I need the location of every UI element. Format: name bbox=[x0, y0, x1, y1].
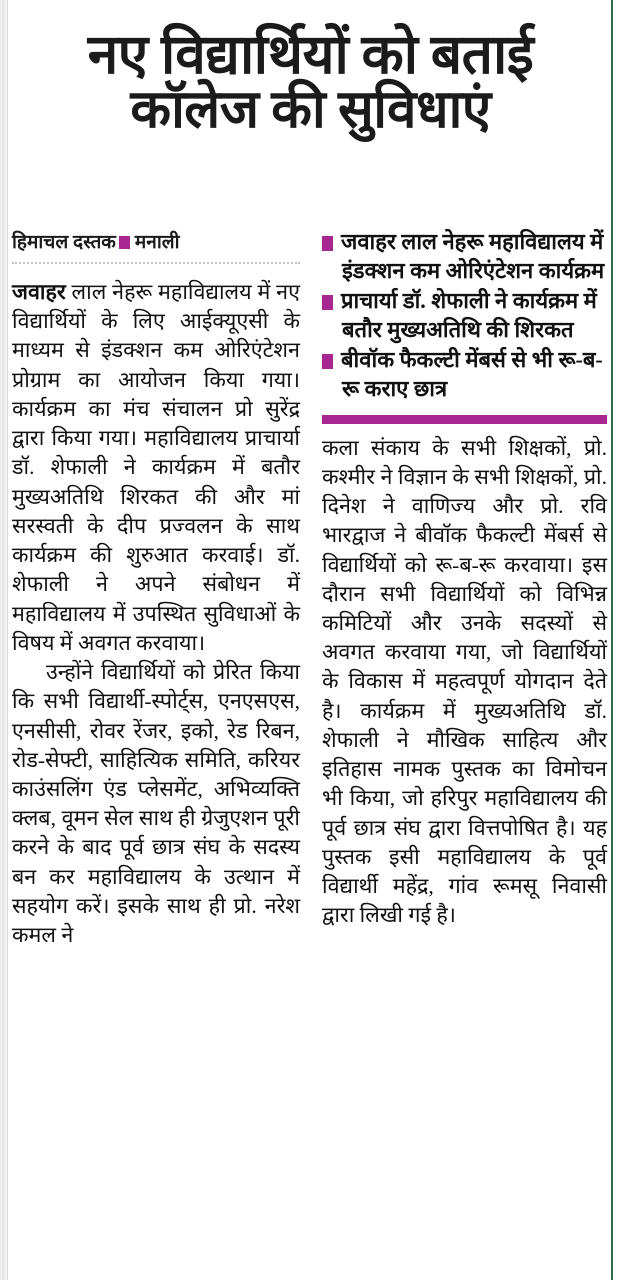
byline-location: मनाली bbox=[134, 232, 180, 253]
list-item bbox=[322, 228, 607, 285]
article-column-right bbox=[322, 228, 607, 1280]
highlight-text: प्राचार्या डॉ. शेफाली ने कार्यक्रम में बतौर मुख्यअतिथि की शिरकत bbox=[341, 288, 597, 342]
highlight-divider bbox=[322, 415, 607, 424]
paragraph-3: कला संकाय के सभी शिक्षकों, प्रो. कश्मीर ने विज्ञान के सभी शिक्षकों, प्रो. दिनेश ने वाणिज्य और प्रो. रवि भारद्वाज ने बीवॉक फैकल्टी मेंबर्स से विद्यार्थियों को रू-ब-रू करवाया। इस दौरान सभी विद्यार्थियों को विभिन्न कमिटियों और उनके सदस्यों से अवगत करवाया गया, जो विद्यार्थियों के विकास में महत्वपूर्ण योगदान देते है। कार्यक्रम में मुख्यअतिथि डॉ. शेफाली ने मौखिक साहित्य और इतिहास नामक पुस्तक का विमोचन भी किया, जो हरिपुर महाविद्यालय की पूर्व छात्र संघ द्वारा वित्तपोषित है। यह पुस्तक इसी महाविद्यालय के पूर्व विद्यार्थी महेंद्र, गांव रूमसू निवासी द्वारा लिखी गई है। bbox=[322, 435, 607, 928]
square-bullet-icon bbox=[322, 354, 333, 369]
page-left-edge-rule bbox=[7, 0, 8, 1280]
list-item bbox=[322, 287, 607, 344]
article-column-left bbox=[12, 228, 300, 1280]
right-column-body bbox=[322, 434, 607, 931]
highlight-text: बीवॉक फैकल्टी मेंबर्स से भी रू-ब-रू कराए छात्र bbox=[341, 347, 603, 401]
byline-publication: हिमाचल दस्तक bbox=[12, 232, 116, 253]
list-item bbox=[322, 346, 607, 403]
page-title bbox=[12, 0, 609, 142]
headline-line-1: नए विद्यार्थियों को बताई bbox=[87, 24, 534, 85]
paragraph-lead-word: जवाहर bbox=[12, 280, 66, 304]
byline bbox=[12, 228, 300, 258]
square-bullet-icon bbox=[322, 236, 333, 251]
paragraph-1-rest: लाल नेहरू महाविद्यालय में नए विद्यार्थियों के लिए आईक्यूएसी के माध्यम से इंडक्शन कम ओरिएंटेशन प्रोग्राम का आयोजन किया गया। कार्यक्रम का मंच संचालन प्रो सुरेंद्र द्वारा किया गया। महाविद्यालय प्राचार्या डॉ. शेफाली ने कार्यक्रम में बतौर मुख्यअतिथि शिरकत की और मां सरस्वती के दीप प्रज्वलन के साथ कार्यक्रम की शुरुआत करवाई। डॉ. शेफाली ने अपने संबोधन में महाविद्यालय में उपस्थित सुविधाओं के विषय में अवगत करवाया। bbox=[12, 280, 300, 655]
headline-line-2: कॉलेज की सुविधाएं bbox=[130, 81, 491, 140]
clipping-content bbox=[12, 0, 609, 1280]
article-columns bbox=[12, 228, 609, 1280]
highlight-text: जवाहर लाल नेहरू महाविद्यालय में इंडक्शन कम ओरिएंटेशन कार्यक्रम bbox=[341, 229, 605, 283]
byline-divider bbox=[12, 262, 300, 264]
paragraph-2: उन्होंने विद्यार्थियों को प्रेरित किया कि सभी विद्यार्थी-स्पोर्ट्स, एनएसएस, एनसीसी, रोवर रेंजर, इको, रेड रिबन, रोड-सेफ्टी, साहित्यिक समिति, करियर काउंसलिंग एंड प्लेसमेंट, अभिव्यक्ति क्लब, वूमन सेल साथ ही ग्रेजुएशन पूरी करने के बाद पूर्व छात्र संघ के सदस्य बन कर महाविद्यालय के उत्थान में सहयोग करें। इसके साथ ही प्रो. नरेश कमल ने bbox=[12, 660, 300, 948]
square-bullet-icon bbox=[322, 295, 333, 310]
page-left-edge-strip bbox=[0, 0, 7, 1280]
highlight-bullet-list bbox=[322, 228, 607, 404]
square-bullet-icon bbox=[119, 236, 130, 249]
left-column-body bbox=[12, 278, 300, 950]
page-right-edge-strip bbox=[613, 0, 627, 1280]
paragraph-1 bbox=[12, 278, 300, 658]
